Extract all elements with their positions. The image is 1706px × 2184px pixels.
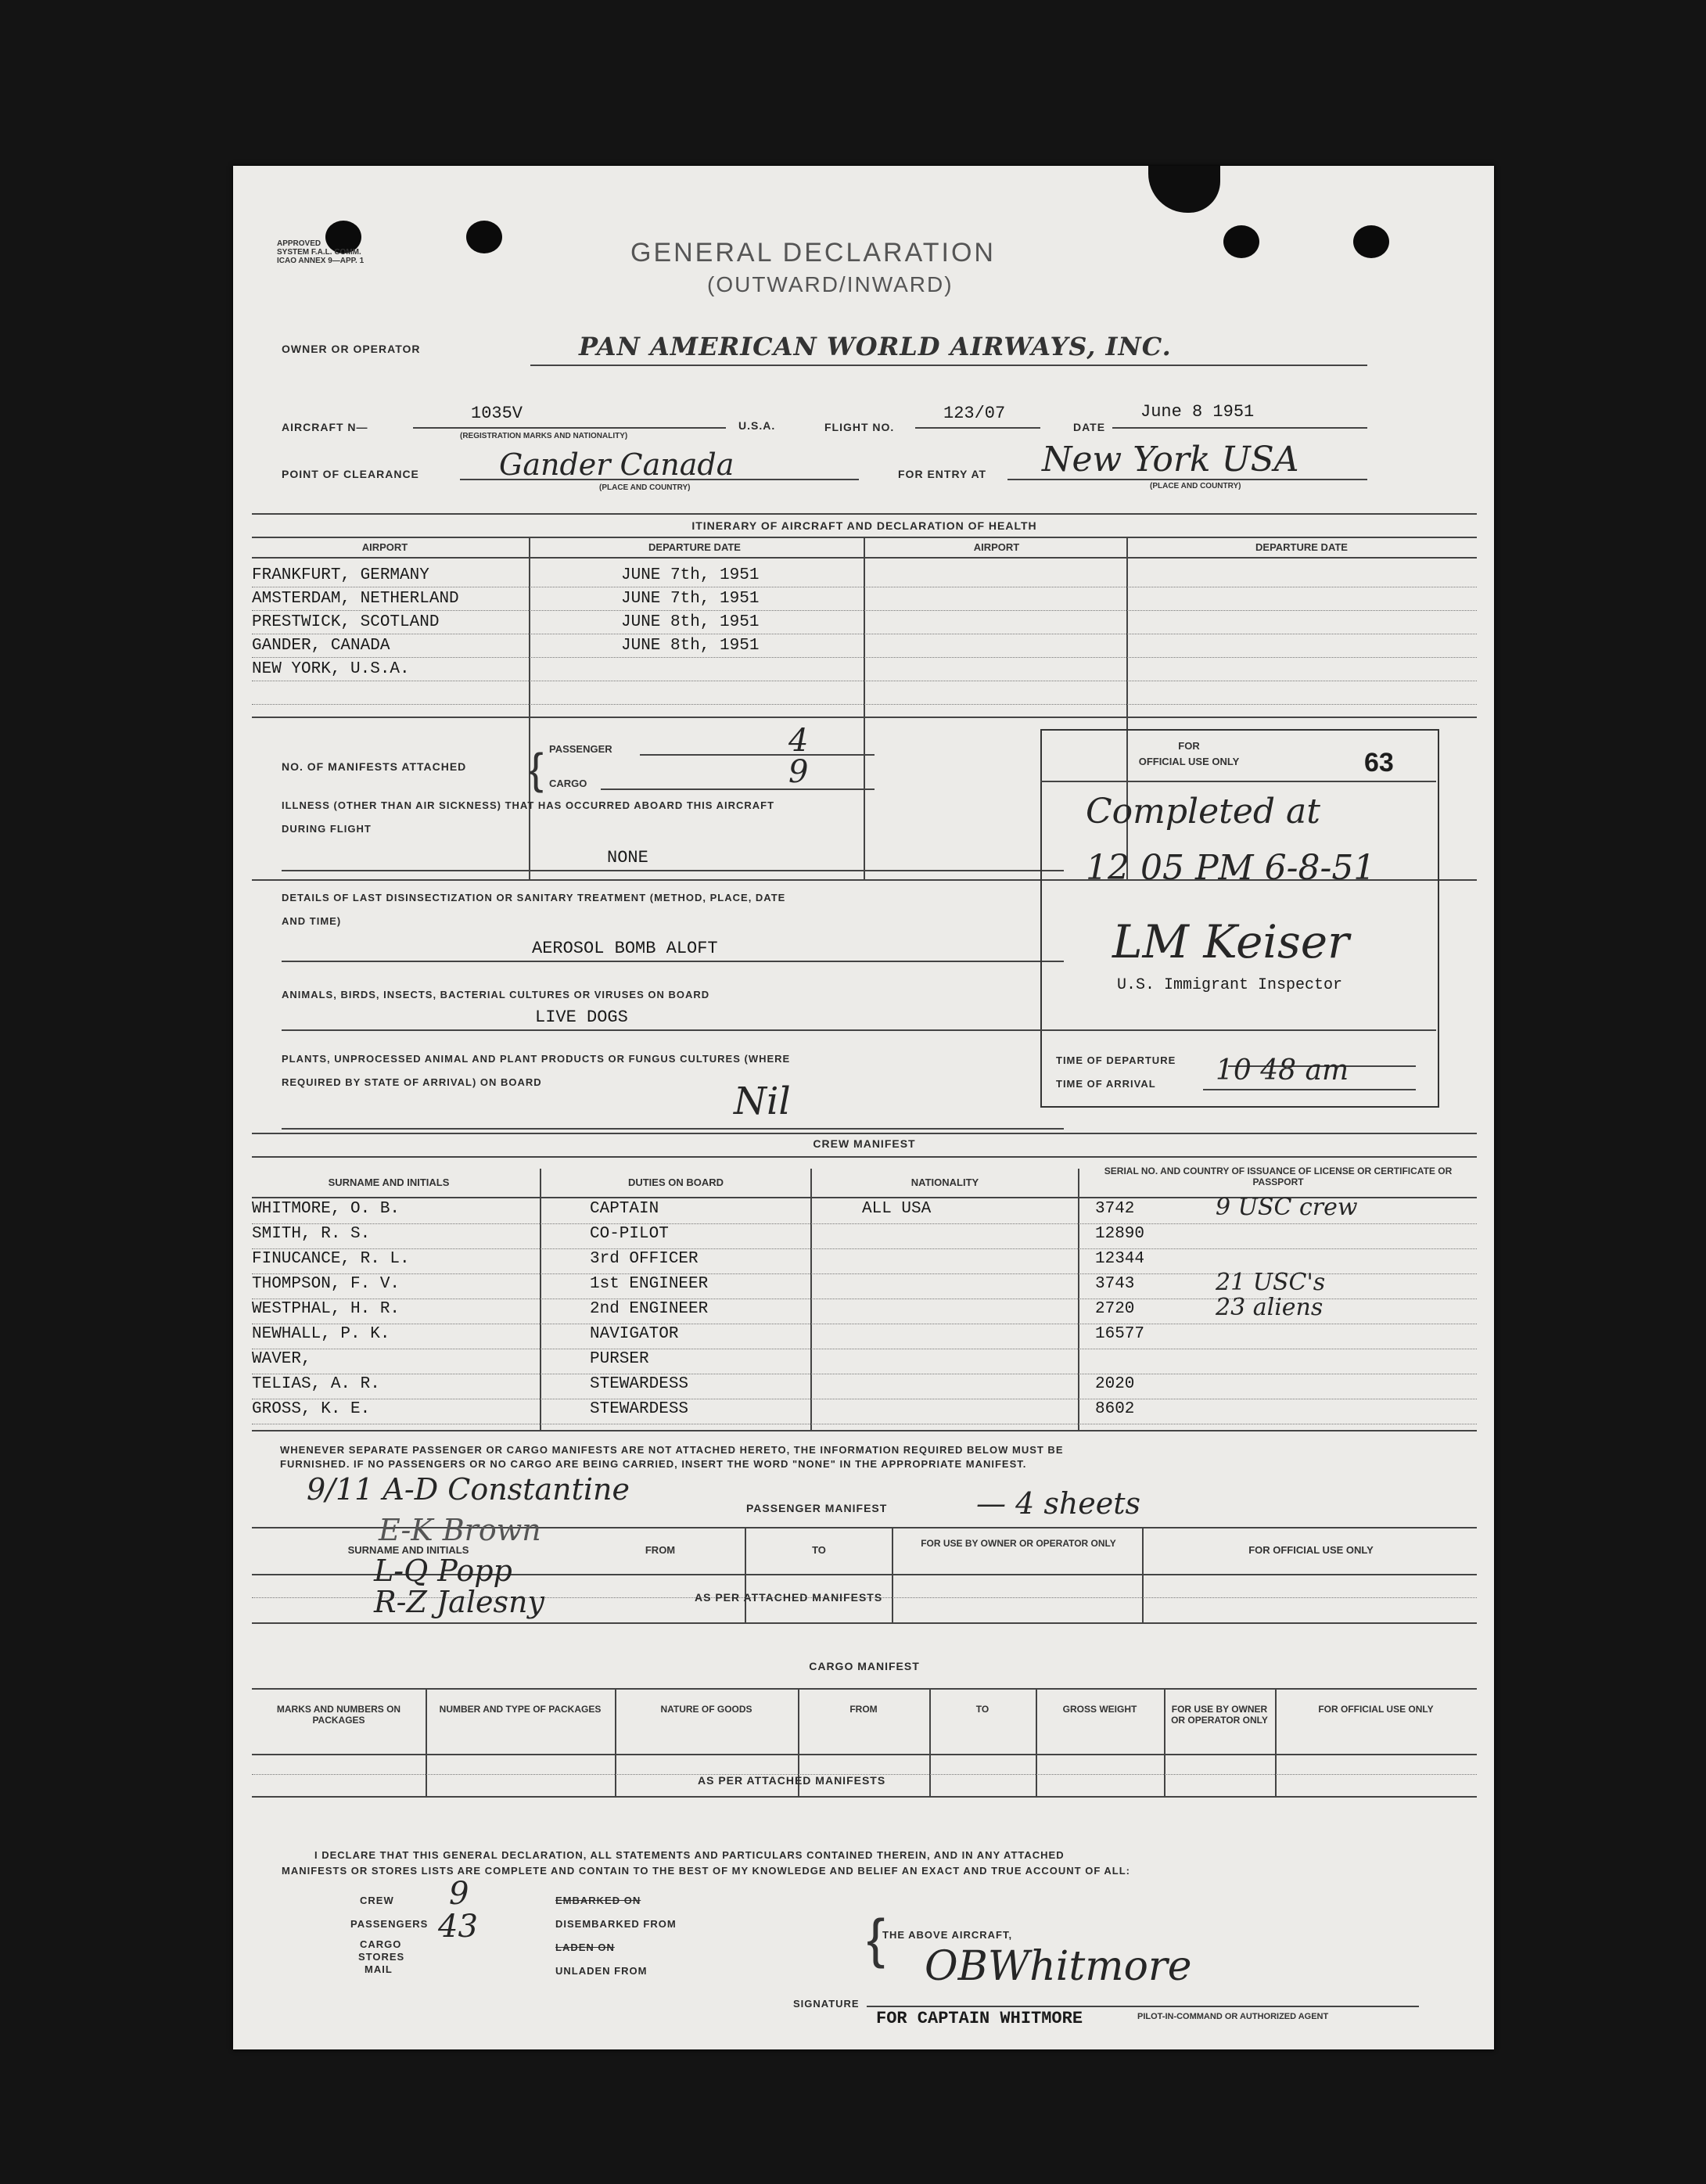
disinsect-label: DETAILS OF LAST DISINSECTIZATION OR SANITARY TREATMENT (METHOD, PLACE, DATE: [282, 892, 786, 903]
rule: [282, 870, 1064, 871]
rule: [1164, 1688, 1165, 1796]
itin-date: JUNE 7th, 1951: [621, 566, 760, 584]
itin-header: DEPARTURE DATE: [648, 541, 741, 553]
crew-serial: 2720: [1095, 1300, 1135, 1318]
itin-airport: PRESTWICK, SCOTLAND: [252, 613, 440, 631]
crew-serial: 12890: [1095, 1225, 1145, 1243]
laden-label: LADEN ON: [555, 1942, 615, 1953]
passenger-header: FOR OFFICIAL USE ONLY: [1248, 1544, 1374, 1556]
cargo-label: CARGO: [360, 1938, 402, 1950]
rule: [252, 1688, 1477, 1690]
crew-name: GROSS, K. E.: [252, 1400, 371, 1418]
itinerary-title: ITINERARY OF AIRCRAFT AND DECLARATION OF HEALTH: [691, 519, 1037, 532]
passenger-total: 43: [438, 1909, 478, 1945]
rule: [252, 1430, 1477, 1431]
arrival-value: 10 48 am: [1216, 1054, 1349, 1087]
itin-date: JUNE 8th, 1951: [621, 613, 760, 631]
place-caption: (PLACE AND COUNTRY): [599, 483, 691, 492]
declaration-line: I DECLARE THAT THIS GENERAL DECLARATION, ALL STATEMENTS AND PARTICULARS CONTAINED THEREIN, AND IN ANY ATTACHED: [314, 1849, 1065, 1861]
official-hand: 12 05 PM 6-8-51: [1086, 848, 1376, 888]
punch-hole: [1223, 225, 1259, 258]
rule: [745, 1527, 746, 1622]
rule: [252, 1156, 1477, 1158]
manifests-label: NO. OF MANIFESTS ATTACHED: [282, 760, 467, 773]
passenger-hand-line: 9/11 A-D Constantine: [307, 1472, 630, 1507]
rule: [1142, 1527, 1144, 1622]
disinsect-label: AND TIME): [282, 915, 342, 927]
declaration-line: MANIFESTS OR STORES LISTS ARE COMPLETE AND CONTAIN TO THE BEST OF MY KNOWLEDGE AND BELIEF AN EXACT AND TRUE ACCOUNT OF ALL:: [282, 1865, 1131, 1877]
rule: [615, 1688, 616, 1796]
rule: [252, 1133, 1477, 1134]
rule: [1040, 781, 1436, 782]
illness-value: NONE: [607, 848, 648, 867]
passenger-header: TO: [812, 1544, 826, 1556]
itin-airport: FRANKFURT, GERMANY: [252, 566, 429, 584]
plants-label: REQUIRED BY STATE OF ARRIVAL) ON BOARD: [282, 1076, 542, 1088]
itin-header: AIRPORT: [361, 541, 408, 553]
itin-date: JUNE 8th, 1951: [621, 637, 760, 655]
place-caption: (PLACE AND COUNTRY): [1150, 482, 1241, 490]
official-number: 63: [1364, 748, 1394, 778]
crew-note: 9 USC crew: [1216, 1194, 1358, 1221]
form-title: GENERAL DECLARATION: [630, 238, 996, 268]
rule: [1275, 1688, 1277, 1796]
crew-header: SERIAL NO. AND COUNTRY OF ISSUANCE OF LICENSE OR CERTIFICATE OR PASSPORT: [1104, 1166, 1453, 1187]
passenger-hand-line: R-Z Jalesny: [374, 1585, 544, 1619]
rule: [530, 365, 1367, 366]
animals-value: LIVE DOGS: [535, 1008, 628, 1027]
mail-label: MAIL: [365, 1963, 393, 1975]
rule: [252, 1622, 1477, 1624]
brace: {: [529, 744, 544, 793]
rule: [540, 1169, 541, 1430]
crew-title: CREW MANIFEST: [813, 1137, 916, 1150]
rule: [915, 427, 1040, 429]
passenger-hand-line: L-Q Popp: [374, 1554, 512, 1588]
rule: [282, 1029, 1064, 1031]
crew-name: THOMPSON, F. V.: [252, 1275, 400, 1293]
cargo-title: CARGO MANIFEST: [809, 1660, 920, 1672]
captain-signature: OBWhitmore: [925, 1943, 1192, 1990]
form-subtitle: (OUTWARD/INWARD): [707, 272, 954, 296]
punch-hole: [1353, 225, 1389, 258]
crew-header: SURNAME AND INITIALS: [328, 1176, 450, 1188]
crew-duty: STEWARDESS: [590, 1375, 689, 1393]
crew-note: 21 USC's: [1216, 1269, 1326, 1296]
rule: [252, 704, 1477, 705]
crew-nationality: ALL USA: [862, 1200, 932, 1218]
crew-serial: 12344: [1095, 1250, 1145, 1268]
crew-name: TELIAS, A. R.: [252, 1375, 380, 1393]
passengers-label: PASSENGERS: [350, 1918, 429, 1930]
crew-name: SMITH, R. S.: [252, 1225, 371, 1243]
official-hand: Completed at: [1086, 792, 1320, 832]
passenger-sheets: — 4 sheets: [976, 1486, 1141, 1521]
rule: [864, 537, 865, 879]
torn-corner: [1148, 166, 1220, 213]
rule: [1036, 1688, 1037, 1796]
approval-line: ICAO ANNEX 9—APP. 1: [277, 257, 365, 265]
crew-count: 9: [449, 1876, 469, 1912]
aircraft-label: AIRCRAFT N—: [282, 421, 368, 433]
rule: [426, 1688, 427, 1796]
crew-duty: CAPTAIN: [590, 1200, 659, 1218]
cargo-count: 9: [788, 754, 809, 790]
rule: [252, 1754, 1477, 1755]
rule: [1078, 1169, 1079, 1430]
flight-value: 123/07: [943, 404, 1006, 423]
itin-airport: AMSTERDAM, NETHERLAND: [252, 590, 459, 608]
itin-header: DEPARTURE DATE: [1255, 541, 1348, 553]
animals-label: ANIMALS, BIRDS, INSECTS, BACTERIAL CULTURES OR VIRUSES ON BOARD: [282, 989, 710, 1000]
date-label: DATE: [1073, 421, 1106, 433]
cargo-header: GROSS WEIGHT: [1062, 1704, 1137, 1715]
rule: [810, 1169, 812, 1430]
unladen-label: UNLADEN FROM: [555, 1965, 648, 1977]
clearance-label: POINT OF CLEARANCE: [282, 468, 419, 480]
rule: [892, 1527, 893, 1622]
crew-label: CREW: [360, 1895, 394, 1906]
crew-name: WAVER,: [252, 1350, 311, 1368]
above-aircraft: THE ABOVE AIRCRAFT,: [882, 1929, 1013, 1941]
rule: [413, 427, 726, 429]
cargo-header: FOR OFFICIAL USE ONLY: [1318, 1704, 1434, 1715]
official-title: OFFICIAL USE ONLY: [1138, 756, 1240, 767]
rule: [1040, 1029, 1436, 1031]
crew-serial: 8602: [1095, 1400, 1135, 1418]
plants-label: PLANTS, UNPROCESSED ANIMAL AND PLANT PRODUCTS OR FUNGUS CULTURES (WHERE: [282, 1053, 791, 1065]
rule: [1203, 1089, 1416, 1090]
declaration-form: [233, 166, 1494, 2049]
rule: [460, 479, 859, 480]
rule: [601, 788, 875, 790]
passenger-count: 4: [788, 723, 809, 759]
signature-label: SIGNATURE: [793, 1998, 860, 2010]
aircraft-value: 1035V: [471, 404, 523, 423]
inspector-signature: LM Keiser: [1112, 915, 1349, 968]
stores-label: STORES: [358, 1951, 405, 1963]
passenger-note: AS PER ATTACHED MANIFESTS: [695, 1591, 883, 1604]
crew-duty: 2nd ENGINEER: [590, 1300, 709, 1318]
cargo-header: NUMBER AND TYPE OF PACKAGES: [439, 1704, 602, 1715]
departure-label: TIME OF DEPARTURE: [1056, 1054, 1176, 1066]
crew-serial: 2020: [1095, 1375, 1135, 1393]
owner-label: OWNER OR OPERATOR: [282, 343, 421, 355]
clearance-value: Gander Canada: [499, 447, 734, 482]
crew-name: WESTPHAL, H. R.: [252, 1300, 400, 1318]
rule: [252, 610, 1477, 611]
crew-name: NEWHALL, P. K.: [252, 1325, 390, 1343]
punch-hole: [466, 221, 502, 253]
crew-duty: CO-PILOT: [590, 1225, 669, 1243]
cargo-header: TO: [975, 1704, 989, 1715]
cargo-note: AS PER ATTACHED MANIFESTS: [698, 1774, 886, 1787]
cargo-header: MARKS AND NUMBERS ON PACKAGES: [276, 1704, 401, 1726]
signed-for: FOR CAPTAIN WHITMORE: [876, 2009, 1083, 2028]
rule: [929, 1688, 931, 1796]
plants-value: Nil: [734, 1079, 791, 1123]
date-value: June 8 1951: [1140, 402, 1255, 422]
itin-airport: NEW YORK, U.S.A.: [252, 660, 410, 678]
crew-serial: 16577: [1095, 1325, 1145, 1343]
crew-name: FINUCANCE, R. L.: [252, 1250, 410, 1268]
crew-header: NATIONALITY: [910, 1176, 979, 1188]
rule: [252, 513, 1477, 515]
rule: [1112, 427, 1367, 429]
crew-header: DUTIES ON BOARD: [627, 1176, 724, 1188]
pilot-caption: PILOT-IN-COMMAND OR AUTHORIZED AGENT: [1137, 2012, 1329, 2021]
entry-value: New York USA: [1042, 440, 1299, 480]
approval-note: [277, 239, 364, 265]
disembarked-label: DISEMBARKED FROM: [555, 1918, 677, 1930]
cargo-header: FOR USE BY OWNER OR OPERATOR ONLY: [1171, 1704, 1268, 1726]
approval-line: SYSTEM F.A.L. COMM.: [277, 248, 361, 257]
illness-label: DURING FLIGHT: [282, 823, 372, 835]
illness-label: ILLNESS (OTHER THAN AIR SICKNESS) THAT HAS OCCURRED ABOARD THIS AIRCRAFT: [282, 799, 775, 811]
inspector-title: U.S. Immigrant Inspector: [1117, 976, 1343, 994]
arrival-label: TIME OF ARRIVAL: [1056, 1078, 1156, 1090]
rule: [640, 754, 875, 756]
passenger-hand-line: E-K Brown: [379, 1513, 541, 1547]
passenger-header: SURNAME AND INITIALS: [347, 1544, 469, 1556]
rule: [1007, 479, 1367, 480]
passenger-label: PASSENGER: [549, 743, 612, 755]
disinsect-value: AEROSOL BOMB ALOFT: [532, 939, 718, 958]
entry-label: FOR ENTRY AT: [898, 468, 987, 480]
rule: [529, 537, 530, 879]
passenger-header: FROM: [645, 1544, 676, 1556]
rule: [252, 1248, 1477, 1249]
owner-value: PAN AMERICAN WORLD AIRWAYS, INC.: [579, 332, 1172, 361]
rule: [252, 1796, 1477, 1798]
embarked-label: EMBARKED ON: [555, 1895, 641, 1906]
rule: [252, 657, 1477, 658]
country-label: U.S.A.: [738, 419, 776, 432]
rule: [252, 1223, 1477, 1224]
crew-duty: NAVIGATOR: [590, 1325, 679, 1343]
crew-duty: STEWARDESS: [590, 1400, 689, 1418]
itin-header: AIRPORT: [973, 541, 1020, 553]
rule: [252, 717, 1477, 718]
crew-note: 23 aliens: [1216, 1294, 1323, 1321]
rule: [282, 961, 1064, 962]
crew-name: WHITMORE, O. B.: [252, 1200, 400, 1218]
itin-date: JUNE 7th, 1951: [621, 590, 760, 608]
cargo-header: FROM: [849, 1704, 878, 1715]
approval-line: APPROVED: [277, 239, 321, 248]
itin-airport: GANDER, CANADA: [252, 637, 390, 655]
crew-duty: PURSER: [590, 1350, 649, 1368]
crew-duty: 3rd OFFICER: [590, 1250, 699, 1268]
cargo-header: NATURE OF GOODS: [660, 1704, 752, 1715]
crew-serial: 3742: [1095, 1200, 1135, 1218]
brace: {: [867, 1908, 885, 1969]
crew-duty: 1st ENGINEER: [590, 1275, 709, 1293]
passenger-header: FOR USE BY OWNER OR OPERATOR ONLY: [921, 1538, 1116, 1549]
passenger-title: PASSENGER MANIFEST: [746, 1502, 888, 1514]
reg-caption: (REGISTRATION MARKS AND NATIONALITY): [460, 432, 628, 440]
official-title: FOR: [1178, 740, 1200, 752]
crew-serial: 3743: [1095, 1275, 1135, 1293]
rule: [282, 1128, 1064, 1130]
notice-line: WHENEVER SEPARATE PASSENGER OR CARGO MANIFESTS ARE NOT ATTACHED HERETO, THE INFORMATION REQUIRED BELOW MUST BE: [280, 1444, 1064, 1456]
cargo-label: CARGO: [549, 778, 587, 789]
rule: [867, 2006, 1419, 2007]
flight-label: FLIGHT NO.: [824, 421, 895, 433]
notice-line: FURNISHED. IF NO PASSENGERS OR NO CARGO ARE BEING CARRIED, INSERT THE WORD "NONE" IN THE APPROPRIATE MANIFEST.: [280, 1458, 1027, 1470]
